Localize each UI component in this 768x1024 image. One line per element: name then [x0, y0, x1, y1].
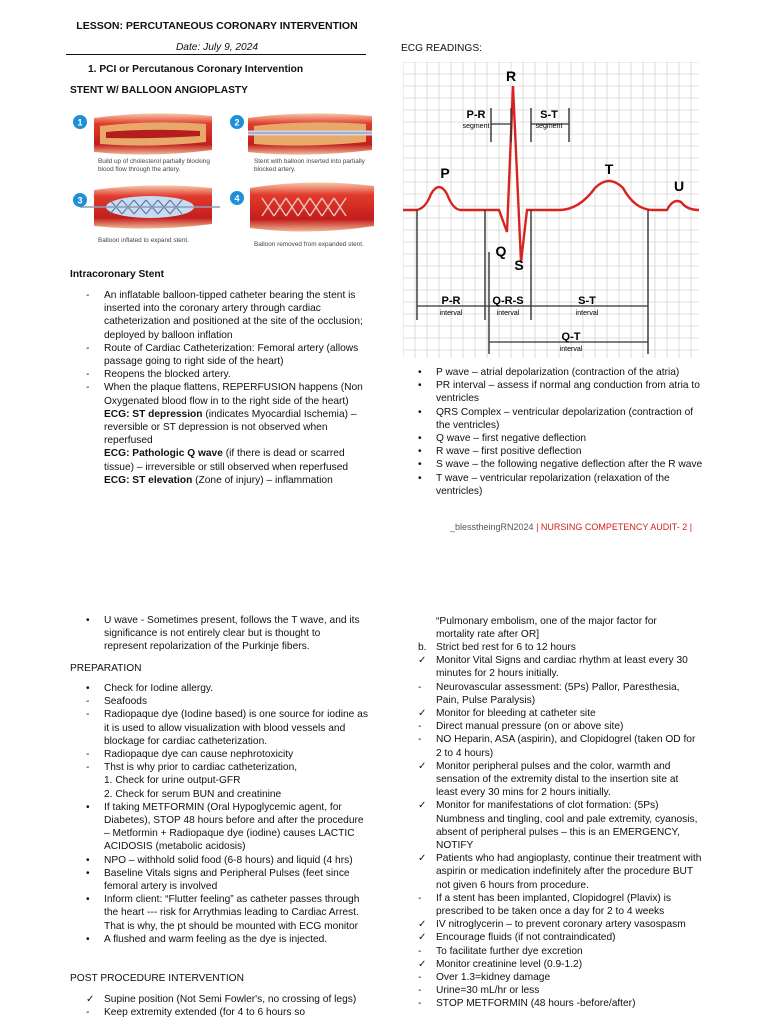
pr-interval-sub: interval	[439, 310, 463, 317]
ecg-bullets	[416, 366, 706, 498]
step-3-number: 3	[77, 195, 83, 206]
list-item: ✓ Monitor for manifestations of clot formation: (5Ps) Numbness and tingling, cool and pale extremity, cyanosis, absent of peripheral pulses – this is an EMERGENCY, NOTIFY	[418, 800, 698, 852]
list-item: - Reopens the blocked artery.	[86, 369, 231, 381]
ecg-heading: ECG READINGS:	[401, 43, 482, 54]
ecg-label-u: U	[673, 178, 685, 194]
pr-segment-sub: segment	[462, 123, 490, 130]
qt-interval-sub: interval	[559, 346, 583, 353]
list-item: • R wave – first positive deflection	[418, 446, 582, 458]
step-4-caption: Balloon removed from expanded stent.	[254, 241, 364, 248]
pr-segment-label: P-R	[466, 109, 486, 121]
step-1-artery	[94, 113, 212, 154]
post-procedure-right-list	[416, 641, 702, 1011]
st-interval-label: S-T	[578, 295, 596, 307]
list-item: • S wave – the following negative deflection after the R wave	[418, 459, 703, 471]
list-item: • U wave - Sometimes present, follows the T wave, and its significance is not entirely clear but is thought to represent repolarization of the Purkinje fibers.	[86, 615, 360, 653]
ecg-note: ECG: ST elevation (Zone of injury) – inflammation	[104, 474, 333, 486]
qrs-interval-label: Q-R-S	[492, 295, 524, 307]
list-item: • P wave – atrial depolarization (contraction of the atria)	[418, 367, 680, 378]
list-item: - Thst is why prior to cardiac catheterization,	[86, 762, 298, 774]
step-4-artery	[250, 182, 374, 231]
list-item: - If a stent has been implanted, Clopidogrel (Plavix) is prescribed to be taken once a day for 2 to 4 weeks	[418, 892, 671, 918]
lesson-date: Date: July 9, 2024	[175, 42, 259, 53]
list-item: - Route of Cardiac Catheterization: Femoral artery (allows passage going to right side of the heart)	[86, 342, 359, 368]
footer-credit: _blesstheingRN2024	[450, 522, 534, 532]
list-item: • Baseline Vitals signs and Peripheral Pulses (feet since femoral artery is involved	[86, 867, 350, 893]
list-item: ✓ Monitor for bleeding at catheter site	[418, 708, 596, 720]
ecg-note: ECG: Pathologic Q wave (if there is dead or scarred tissue) – irreversible or still observed when reperfused	[104, 448, 349, 473]
list-item: - Keep extremity extended (for 4 to 6 hours so	[86, 1007, 306, 1019]
list-item: ✓ Encourage fluids (if not contraindicated)	[418, 932, 616, 944]
list-item: - Direct manual pressure (on or above site)	[418, 721, 624, 733]
list-item: ✓ Supine position (Not Semi Fowler's, no crossing of legs)	[86, 994, 357, 1005]
list-item: ✓ Patients who had angioplasty, continue their treatment with aspirin or medication indefinitely after the procedure BUT not given 6 hours from procedure.	[418, 853, 702, 891]
post-procedure-heading: POST PROCEDURE INTERVENTION	[70, 973, 244, 984]
list-item: - Over 1.3=kidney damage	[418, 972, 551, 984]
list-item: • Check for Iodine allergy.	[86, 683, 214, 694]
section-heading: 1. PCI or Percutanous Coronary Intervention	[88, 64, 304, 75]
list-item: - Seafoods	[86, 696, 148, 708]
ecg-label-r: R	[505, 68, 517, 84]
list-item: - Radiopaque dye (Iodine based) is one source for iodine as it is used to allow visualization with blood vessels and blockage for cardiac catheterization.	[86, 709, 368, 747]
step-1-caption: Build up of cholesterol partially blocking blood flow through the artery.	[98, 158, 210, 173]
post-procedure-list	[84, 993, 366, 1019]
list-item: • Q wave – first negative deflection	[418, 433, 587, 445]
st-segment-sub: segment	[535, 123, 563, 130]
list-item: - STOP METFORMIN (48 hours -before/after)	[418, 998, 636, 1010]
list-item: • PR interval – assess if normal ang conduction from atria to ventricles	[418, 380, 700, 405]
list-item: • NPO – withhold solid food (6-8 hours) and liquid (4 hrs)	[86, 854, 353, 866]
list-item: ✓ IV nitroglycerin – to prevent coronary artery vasospasm	[418, 919, 686, 931]
check-list	[84, 774, 370, 800]
st-interval-sub: interval	[575, 310, 599, 317]
list-item: ✓ Monitor creatinine level (0.9-1.2)	[418, 958, 583, 970]
list-item: - Neurovascular assessment: (5Ps) Pallor, Paresthesia, Pain, Pulse Paralysis)	[418, 681, 680, 706]
step-2-artery	[248, 113, 372, 154]
stent-angioplasty-figure	[70, 106, 376, 258]
qt-interval-label: Q-T	[561, 331, 581, 343]
step-4-number: 4	[234, 193, 240, 204]
ecg-label-s: S	[514, 257, 524, 273]
list-item: • T wave – ventricular repolarization (relaxation of the ventricles)	[418, 472, 670, 497]
intracoronary-heading: Intracoronary Stent	[70, 269, 164, 280]
list-item: • Inform client: “Flutter feeling” as catheter passes through the heart --- risk for Arrythmias leading to Cardiac Arrest. That is why, the pt should be mounted with ECG monitor	[86, 894, 360, 932]
list-item: - NO Heparin, ASA (aspirin), and Clopidogrel (taken OD for 2 to 4 hours)	[418, 734, 696, 759]
intracoronary-list	[84, 289, 364, 487]
ecg-notes	[84, 408, 364, 487]
preparation-heading: PREPARATION	[70, 663, 142, 674]
list-item: - Radiopaque dye can cause nephrotoxicity	[86, 749, 294, 761]
qrs-interval-sub: interval	[496, 310, 520, 317]
ecg-label-t: T	[604, 161, 614, 177]
list-item: ✓ Monitor Vital Signs and cardiac rhythm at least every 30 minutes for 2 hours initially.	[418, 655, 688, 680]
list-item: • If taking METFORMIN (Oral Hypoglycemic agent, for Diabetes), STOP 48 hours before and after the procedure – Metformin + Radiopaque dye (iodine) causes LACTIC ACIDOSIS (metabolic acidosis)	[86, 801, 364, 853]
preparation-list	[84, 682, 370, 946]
pr-interval-label: P-R	[441, 295, 461, 307]
list-item: - To facilitate further dye excretion	[418, 945, 583, 957]
list-item: • QRS Complex – ventricular depolarization (contraction of the ventricles)	[418, 406, 694, 431]
list-item: b. Strict bed rest for 6 to 12 hours	[418, 642, 576, 653]
section-subheading: STENT W/ BALLOON ANGIOPLASTY	[70, 85, 248, 96]
check-item: 1. Check for urine output-GFR	[104, 775, 241, 787]
step-3-caption: Balloon inflated to expand stent.	[98, 237, 189, 244]
ecg-note: ECG: ST depression (indicates Myocardial Ischemia) – reversible or ST depression is not observed when reperfused	[104, 408, 357, 447]
ecg-label-q: Q	[495, 243, 507, 259]
list-item: - An inflatable balloon-tipped catheter bearing the stent is inserted into the coronary artery through cardiac catheterization and positioned at the site of the occlusion; deployed by balloon inflation	[86, 290, 363, 341]
list-item: - Urine=30 mL/hr or less	[418, 985, 540, 997]
footer-audit: | NURSING COMPETENCY AUDIT- 2 |	[536, 522, 693, 532]
list-item: - When the plaque flattens, REPERFUSION happens (Non Oxygenated blood flow in to the right side of the heart)	[86, 382, 363, 407]
st-segment-label: S-T	[540, 109, 558, 121]
ecg-diagram	[403, 62, 699, 358]
header-rule	[66, 54, 366, 55]
list-item: ✓ Monitor peripheral pulses and the color, warmth and sensation of the extremity distal to the insertion site at least every 30 mins for 2 hours initially.	[418, 760, 679, 799]
list-item: • A flushed and warm feeling as the dye is injected.	[86, 933, 328, 945]
page-footer	[450, 521, 692, 534]
ecg-label-p: P	[440, 165, 450, 181]
step-1-number: 1	[77, 117, 83, 128]
step-2-caption: Stent with balloon inserted into partially blocked artery.	[254, 158, 365, 173]
step-3-artery	[80, 185, 220, 228]
lesson-title: LESSON: PERCUTANEOUS CORONARY INTERVENTION	[76, 20, 358, 32]
pulmonary-note: “Pulmonary embolism, one of the major factor for mortality rate after OR]	[436, 616, 657, 641]
step-2-number: 2	[234, 117, 240, 128]
u-wave-note	[84, 614, 366, 654]
check-item: 2. Check for serum BUN and creatinine	[104, 788, 282, 800]
